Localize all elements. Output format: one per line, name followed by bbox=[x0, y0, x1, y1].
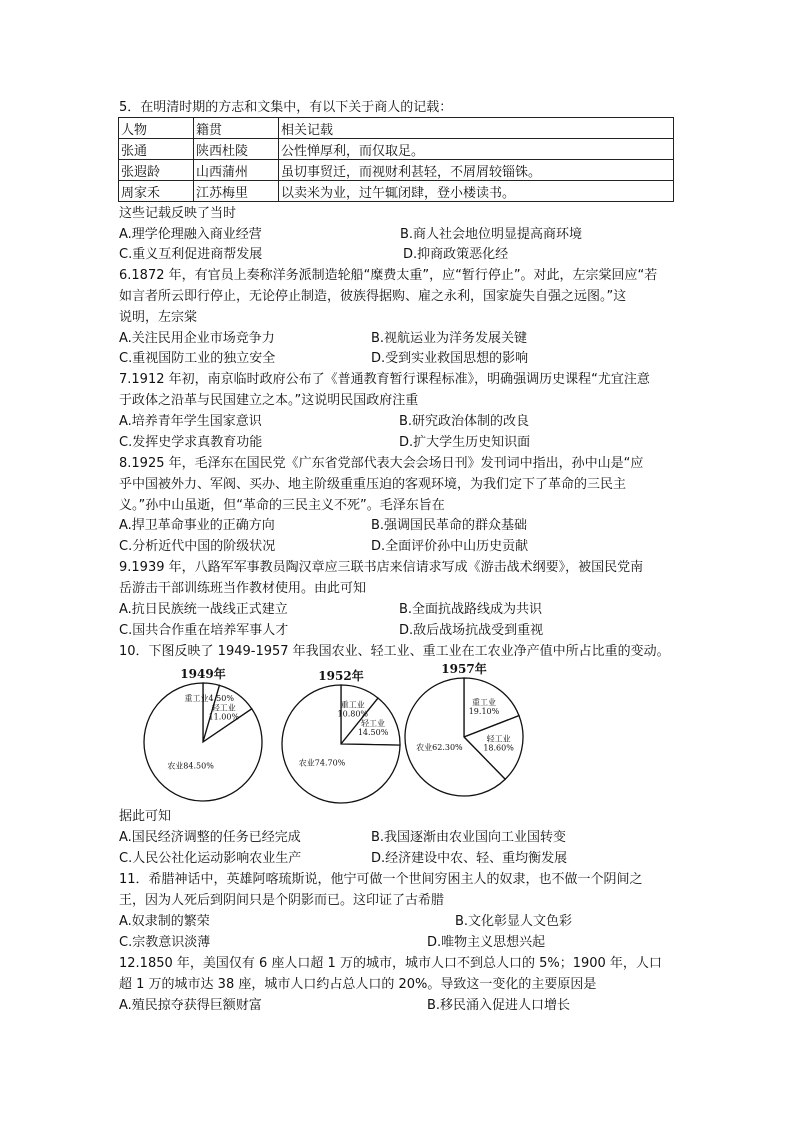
q10-option-a[interactable]: A.国民经济调整的任务已经完成 bbox=[119, 830, 301, 845]
table-header: 人物 bbox=[119, 118, 194, 139]
table-header: 相关记载 bbox=[279, 118, 674, 139]
table-cell: 周家禾 bbox=[119, 181, 194, 202]
table-row bbox=[119, 139, 674, 160]
q9-line: 岳游击干部训练班当作教材使用。由此可知 bbox=[119, 581, 367, 596]
q6-option-a[interactable]: A.关注民用企业市场竞争力 bbox=[119, 331, 275, 346]
pie-title: 1952年 bbox=[318, 669, 364, 683]
q12-line: 超 1 万的城市达 38 座，城市人口约占总人口的 20%。导致这一变化的主要原因是 bbox=[119, 977, 597, 992]
table-header-row bbox=[119, 118, 674, 139]
table-cell: 以卖米为业，过午辄闭肆，登小楼读书。 bbox=[279, 181, 674, 202]
q7-line: 于政体之沿革与民国建立之本。”这说明民国政府注重 bbox=[119, 393, 419, 408]
q8-line: 8.1925 年，毛泽东在国民党《广东省党部代表大会会场日刊》发刊词中指出，孙中山是“应 bbox=[119, 456, 644, 471]
table-cell: 公性惮厚利，而仅取足。 bbox=[279, 139, 674, 160]
q10-option-c[interactable]: C.人民公社化运动影响农业生产 bbox=[119, 851, 302, 866]
q6-line: 如言者所云即行停止，无论停止制造，彼族得据购、雇之永利，国家旋失自强之远图。”这 bbox=[119, 289, 627, 304]
table-header: 籍贯 bbox=[194, 118, 279, 139]
pie-label-agriculture: 农业74.70% bbox=[298, 758, 346, 768]
table-cell: 江苏梅里 bbox=[194, 181, 279, 202]
pie-label-light-industry: 轻工业 11.00% bbox=[208, 703, 240, 722]
q5-option-a[interactable]: A.理学伦理融入商业经营 bbox=[119, 227, 262, 242]
q12-line: 12.1850 年，美国仅有 6 座人口超 1 万的城市，城市人口不到总人口的 5%；1900 年，人口 bbox=[119, 956, 662, 971]
q7-option-c[interactable]: C.发挥史学求真教育功能 bbox=[119, 435, 263, 450]
q5-option-d[interactable]: D.抑商政策恶化经 bbox=[403, 247, 509, 262]
pie-label-heavy-industry: 重工业4.50% bbox=[184, 694, 234, 704]
pie-label-agriculture: 农业84.50% bbox=[167, 761, 214, 771]
q11-option-c[interactable]: C.宗教意识淡薄 bbox=[119, 935, 211, 950]
q7-option-b[interactable]: B.研究政治体制的改良 bbox=[399, 414, 530, 429]
q6-option-b[interactable]: B.视航运业为洋务发展关键 bbox=[371, 331, 528, 346]
q8-line: 义。”孙中山虽逝，但“革命的三民主义不死”。毛泽东旨在 bbox=[119, 498, 445, 513]
table-cell: 张通 bbox=[119, 139, 194, 160]
q12-option-a[interactable]: A.殖民掠夺获得巨额财富 bbox=[119, 998, 262, 1013]
q8-option-c[interactable]: C.分析近代中国的阶级状况 bbox=[119, 539, 276, 554]
pie-label-heavy-industry: 重工业 19.10% bbox=[468, 697, 500, 716]
pie-title: 1949年 bbox=[180, 667, 226, 681]
table-row bbox=[119, 181, 674, 202]
q7-line: 7.1912 年初，南京临时政府公布了《普通教育暂行课程标准》，明确强调历史课程“尤宜注意 bbox=[119, 372, 650, 387]
q10-tail: 据此可知 bbox=[119, 809, 172, 824]
table-cell: 虽切事贸迁，而视财利甚轻，不屑屑较锱铢。 bbox=[279, 160, 674, 181]
q6-option-c[interactable]: C.重视国防工业的独立安全 bbox=[119, 351, 276, 366]
q10-option-b[interactable]: B.我国逐渐由农业国向工业国转变 bbox=[371, 830, 567, 845]
table-cell: 陕西杜陵 bbox=[194, 139, 279, 160]
q10-stem: 10．下图反映了 1949-1957 年我国农业、轻工业、重工业在工农业净产值中所占比重的变动。 bbox=[119, 644, 670, 659]
q8-line: 乎中国被外力、军阀、买办、地主阶级重重压迫的客观环境，为我们定下了革命的三民主 bbox=[119, 477, 627, 492]
q5-option-b[interactable]: B.商人社会地位明显提高商环境 bbox=[400, 227, 583, 242]
q9-option-a[interactable]: A.抗日民族统一战线正式建立 bbox=[119, 602, 288, 617]
q8-option-a[interactable]: A.捍卫革命事业的正确方向 bbox=[119, 518, 275, 533]
q9-line: 9.1939 年，八路军军事教员陶汉章应三联书店来信请求写成《游击战术纲要》，被国民党南 bbox=[119, 560, 644, 575]
q9-option-b[interactable]: B.全面抗战路线成为共识 bbox=[399, 602, 543, 617]
pie-title: 1957年 bbox=[441, 662, 487, 676]
pie-label-light-industry: 轻工业 18.60% bbox=[483, 734, 514, 753]
table-row bbox=[119, 160, 674, 181]
q9-option-c[interactable]: C.国共合作重在培养军事人才 bbox=[119, 623, 289, 638]
q5-option-c[interactable]: C.重义互利促进商帮发展 bbox=[119, 247, 263, 262]
pie-label-agriculture: 农业62.30% bbox=[416, 743, 463, 753]
q11-line: 11．希腊神话中，英雄阿喀琉斯说，他宁可做一个世间穷困主人的奴隶，也不做一个阴间之 bbox=[119, 872, 643, 887]
q11-line: 王，因为人死后到阴间只是个阴影而已。这印证了古希腊 bbox=[119, 893, 445, 908]
table-cell: 山西蒲州 bbox=[194, 160, 279, 181]
q5-stem: 5．在明清时期的方志和文集中，有以下关于商人的记载： bbox=[119, 100, 453, 115]
q6-option-d[interactable]: D.受到实业救国思想的影响 bbox=[371, 351, 529, 366]
q12-option-b[interactable]: B.移民涌入促进人口增长 bbox=[427, 998, 571, 1013]
table-cell: 张遐龄 bbox=[119, 160, 194, 181]
pie-charts bbox=[138, 660, 558, 810]
q11-option-a[interactable]: A.奴隶制的繁荣 bbox=[119, 914, 210, 929]
q5-table bbox=[118, 117, 674, 202]
q8-option-b[interactable]: B.强调国民革命的群众基础 bbox=[371, 518, 528, 533]
q9-option-d[interactable]: D.敌后战场抗战受到重视 bbox=[399, 623, 544, 638]
q11-option-b[interactable]: B.文化彰显人文色彩 bbox=[455, 914, 573, 929]
pie-label-light-industry: 轻工业 14.50% bbox=[357, 719, 389, 738]
pie-chart-figure bbox=[138, 660, 558, 810]
q8-option-d[interactable]: D.全面评价孙中山历史贡献 bbox=[371, 539, 529, 554]
pie-label-heavy-industry: 重工业 10.80% bbox=[337, 700, 369, 719]
q7-option-d[interactable]: D.扩大学生历史知识面 bbox=[399, 435, 531, 450]
q10-option-d[interactable]: D.经济建设中农、轻、重均衡发展 bbox=[371, 851, 568, 866]
q7-option-a[interactable]: A.培养青年学生国家意识 bbox=[119, 414, 262, 429]
q11-option-d[interactable]: D.唯物主义思想兴起 bbox=[427, 935, 546, 950]
q6-line: 说明，左宗棠 bbox=[119, 310, 198, 325]
q6-line: 6.1872 年，有官员上奏称洋务派制造轮船“糜费太重”，应“暂行停止”。对此，左宗棠回应“若 bbox=[119, 268, 658, 283]
q5-tail: 这些记载反映了当时 bbox=[119, 206, 237, 221]
